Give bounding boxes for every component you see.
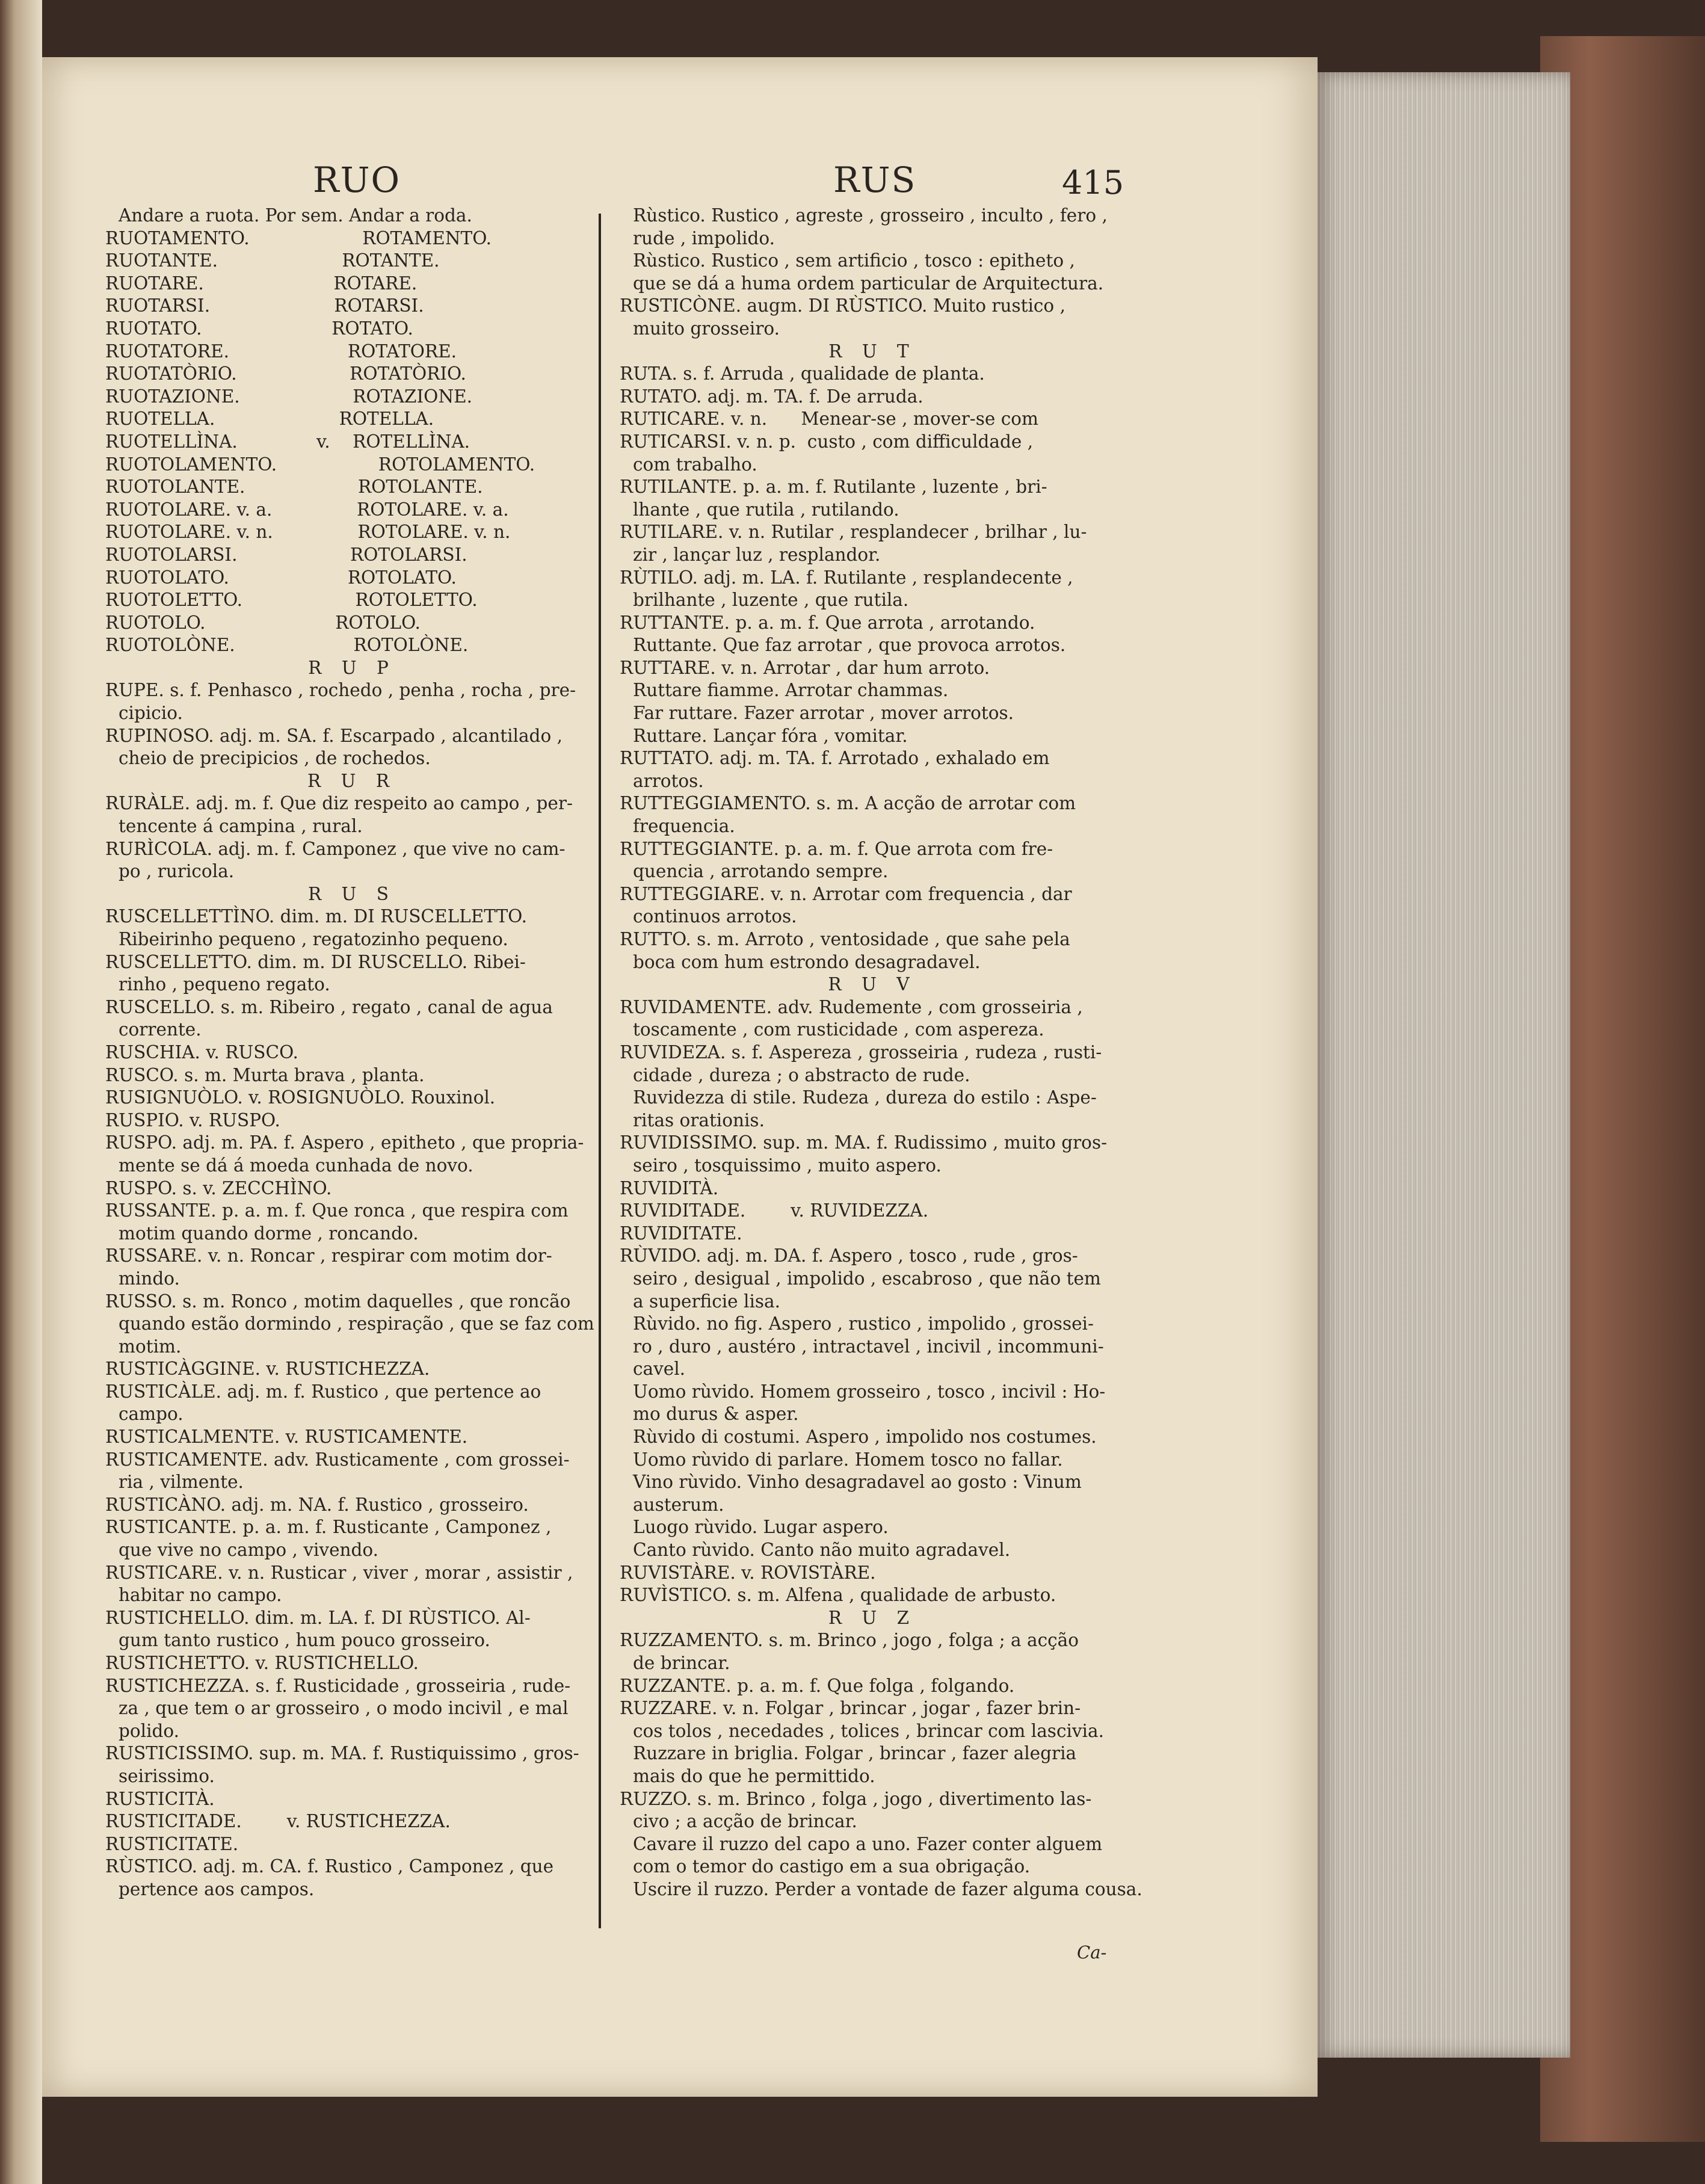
text-line: Ruzzare in briglia. Folgar , brincar , fazer alegria	[633, 1743, 1077, 1764]
text-line: frequencia.	[633, 816, 735, 837]
text-line: ro , duro , austéro , intractavel , incivil , incommuni-	[633, 1336, 1104, 1357]
text-line: RUOTOLÒNE. ROTOLÒNE.	[105, 635, 469, 656]
text-line: RUOTATO. ROTATO.	[105, 318, 413, 339]
text-line: RUSTICÀNO. adj. m. NA. f. Rustico , grosseiro.	[105, 1494, 529, 1515]
text-line: mente se dá á moeda cunhada de novo.	[119, 1155, 473, 1176]
facing-page-edge	[0, 0, 42, 2184]
text-line: RUOTAMENTO. ROTAMENTO.	[105, 227, 492, 248]
text-line: ritas orationis.	[633, 1109, 765, 1131]
text-line: RUOTOLARE. v. a. ROTOLARE. v. a.	[105, 499, 509, 520]
text-line: R U T	[828, 341, 916, 362]
text-line: RUSTICÀLE. adj. m. f. Rustico , que pertence ao	[105, 1381, 541, 1402]
text-line: Ruttare. Lançar fóra , vomitar.	[633, 725, 908, 746]
text-line: RUVIDITADE. v. RUVIDEZZA.	[620, 1200, 929, 1221]
text-line: RUTICARE. v. n. Menear-se , mover-se com	[620, 409, 1039, 430]
text-line: lhante , que rutila , rutilando.	[633, 499, 899, 520]
text-line: RUOTAZIONE. ROTAZIONE.	[105, 386, 473, 407]
text-line: Cavare il ruzzo del capo a uno. Fazer conter alguem	[633, 1833, 1103, 1854]
column-rule	[599, 214, 601, 1928]
text-line: RUSTICANTE. p. a. m. f. Rusticante , Camponez ,	[105, 1517, 552, 1538]
running-head-left: RUO	[313, 159, 401, 200]
text-line: mais do que he permittido.	[633, 1765, 875, 1786]
text-line: cidade , dureza ; o abstracto de rude.	[633, 1064, 970, 1085]
text-line: Far ruttare. Fazer arrotar , mover arrotos.	[633, 703, 1014, 724]
text-line: RUVIDITATE.	[620, 1223, 742, 1244]
text-line: austerum.	[633, 1494, 724, 1515]
page-number: 415	[1062, 164, 1124, 202]
text-line: Ruvidezza di stile. Rudeza , dureza do estilo : Aspe-	[633, 1087, 1097, 1108]
text-line: RURÌCOLA. adj. m. f. Camponez , que vive no cam-	[105, 838, 566, 859]
text-line: RÙTILO. adj. m. LA. f. Rutilante , resplandecente ,	[620, 567, 1073, 588]
text-line: RUTATO. adj. m. TA. f. De arruda.	[620, 386, 923, 407]
text-line: RUSPIO. v. RUSPO.	[105, 1109, 280, 1131]
text-line: RUTTARE. v. n. Arrotar , dar hum arroto.	[620, 657, 990, 678]
text-line: toscamente , com rusticidade , com aspereza.	[633, 1019, 1044, 1040]
text-line: RUSCELLETTÌNO. dim. m. DI RUSCELLETTO.	[105, 906, 527, 927]
text-line: rinho , pequeno regato.	[119, 974, 330, 995]
text-line: RUTTEGGIAMENTO. s. m. A acção de arrotar com	[620, 793, 1076, 814]
text-line: cos tolos , necedades , tolices , brincar com lascivia.	[633, 1720, 1104, 1741]
text-line: arrotos.	[633, 770, 704, 791]
text-line: Uomo rùvido di parlare. Homem tosco no fallar.	[633, 1449, 1063, 1470]
text-line: continuos arrotos.	[633, 906, 797, 927]
text-line: Rùvido di costumi. Aspero , impolido nos costumes.	[633, 1427, 1097, 1448]
text-line: zir , lançar luz , resplandor.	[633, 544, 881, 565]
text-line: R U V	[828, 974, 917, 995]
text-line: R U R	[307, 770, 397, 791]
text-line: Ruttare fiamme. Arrotar chammas.	[633, 680, 949, 701]
text-line: RUSCELLETTO. dim. m. DI RUSCELLO. Ribei-	[105, 951, 526, 972]
text-line: Ribeirinho pequeno , regatozinho pequeno.	[119, 929, 508, 949]
text-line: seiro , desigual , impolido , escabroso , que não tem	[633, 1268, 1101, 1289]
text-line: RUOTOLAMENTO. ROTOLAMENTO.	[105, 454, 535, 475]
text-line: pertence aos campos.	[119, 1878, 315, 1899]
text-line: Luogo rùvido. Lugar aspero.	[633, 1517, 889, 1538]
text-line: Uomo rùvido. Homem grosseiro , tosco , incivil : Ho-	[633, 1381, 1106, 1402]
text-line: RUSSANTE. p. a. m. f. Que ronca , que respira com	[105, 1200, 569, 1221]
text-line: RUSTICITATE.	[105, 1833, 239, 1854]
text-line: brilhante , luzente , que rutila.	[633, 590, 909, 611]
text-line: RUSTICÒNE. augm. DI RÙSTICO. Muito rustico ,	[620, 295, 1065, 316]
text-line: rude , impolido.	[633, 227, 775, 248]
text-line: Canto rùvido. Canto não muito agradavel.	[633, 1540, 1011, 1561]
text-line: Vino rùvido. Vinho desagradavel ao gosto : Vinum	[633, 1472, 1082, 1493]
text-line: que se dá a huma ordem particular de Arquitectura.	[633, 273, 1104, 294]
text-line: RUVIDAMENTE. adv. Rudemente , com grosseiria ,	[620, 996, 1083, 1017]
text-line: R U Z	[828, 1607, 917, 1628]
text-line: RUSTICISSIMO. sup. m. MA. f. Rustiquissimo , gros-	[105, 1743, 579, 1764]
text-line: RUVIDITÀ.	[620, 1177, 719, 1198]
right-column	[620, 205, 1142, 1901]
text-line: R U S	[307, 883, 396, 904]
text-line: civo ; a acção de brincar.	[633, 1811, 857, 1832]
text-line: campo.	[119, 1404, 183, 1425]
text-line: Andare a ruota. Por sem. Andar a roda.	[119, 205, 472, 226]
text-line: RUSPO. s. v. ZECCHÌNO.	[105, 1177, 332, 1198]
text-line: po , ruricola.	[119, 861, 235, 882]
catchword: Ca-	[1077, 1942, 1107, 1963]
text-line: RUTTEGGIANTE. p. a. m. f. Que arrota com fre-	[620, 838, 1053, 859]
text-line: RUSSARE. v. n. Roncar , respirar com motim dor-	[105, 1245, 552, 1266]
text-line: RUOTATORE. ROTATORE.	[105, 341, 457, 362]
text-line: quencia , arrotando sempre.	[633, 861, 889, 882]
text-line: RÙVIDO. adj. m. DA. f. Aspero , tosco , rude , gros-	[620, 1245, 1078, 1266]
text-line: RUPE. s. f. Penhasco , rochedo , penha , rocha , pre-	[105, 680, 576, 701]
text-line: RUZZANTE. p. a. m. f. Que folga , folgando.	[620, 1675, 1015, 1696]
text-line: RUSPO. adj. m. PA. f. Aspero , epitheto , que propria-	[105, 1132, 584, 1153]
text-line: RUZZO. s. m. Brinco , folga , jogo , divertimento las-	[620, 1788, 1092, 1809]
text-line: de brincar.	[633, 1653, 730, 1673]
text-line: Rùstico. Rustico , sem artificio , tosco : epitheto ,	[633, 250, 1075, 271]
left-column	[105, 205, 599, 1901]
text-line: cipicio.	[119, 703, 183, 724]
text-line: RUOTARSI. ROTARSI.	[105, 295, 424, 316]
text-line: muito grosseiro.	[633, 318, 780, 339]
text-line: RUSTICÀGGINE. v. RUSTICHEZZA.	[105, 1359, 430, 1380]
text-line: cheio de precipicios , de rochedos.	[119, 748, 431, 769]
text-line: R U P	[308, 657, 396, 678]
text-line: RUTICARSI. v. n. p. custo , com difficuldade ,	[620, 431, 1034, 452]
text-line: RUVIDISSIMO. sup. m. MA. f. Rudissimo , muito gros-	[620, 1132, 1108, 1153]
text-line: Uscire il ruzzo. Perder a vontade de fazer alguma cousa.	[633, 1878, 1142, 1899]
text-line: RUOTELLA. ROTELLA.	[105, 409, 434, 430]
text-line: RUZZARE. v. n. Folgar , brincar , jogar , fazer brin-	[620, 1698, 1081, 1719]
text-line: RUPINOSO. adj. m. SA. f. Escarpado , alcantilado ,	[105, 725, 563, 746]
text-line: RUSTICITADE. v. RUSTICHEZZA.	[105, 1811, 451, 1832]
text-line: RUOTATÒRIO. ROTATÒRIO.	[105, 363, 466, 384]
text-line: tencente á campina , rural.	[119, 816, 363, 837]
text-line: que vive no campo , vivendo.	[119, 1540, 379, 1561]
text-line: RUTTATO. adj. m. TA. f. Arrotado , exhalado em	[620, 748, 1050, 769]
running-head-right: RUS	[833, 159, 917, 200]
text-line: motim.	[119, 1336, 182, 1357]
text-line: RURÀLE. adj. m. f. Que diz respeito ao campo , per-	[105, 793, 573, 814]
text-line: RUSSO. s. m. Ronco , motim daquelles , que roncão	[105, 1291, 571, 1312]
text-line: RUSTICITÀ.	[105, 1788, 215, 1809]
text-line: com o temor do castigo em a sua obrigação.	[633, 1856, 1031, 1877]
text-line: boca com hum estrondo desagradavel.	[633, 951, 981, 972]
text-line: RUOTOLO. ROTOLO.	[105, 612, 421, 633]
text-line: RUVÌSTICO. s. m. Alfena , qualidade de arbusto.	[620, 1585, 1056, 1606]
text-line: com trabalho.	[633, 454, 757, 475]
text-line: RÙSTICO. adj. m. CA. f. Rustico , Camponez , que	[105, 1856, 554, 1877]
text-line: RUSIGNUÒLO. v. ROSIGNUÒLO. Rouxinol.	[105, 1087, 496, 1108]
text-line: corrente.	[119, 1019, 202, 1040]
text-line: RUTTANTE. p. a. m. f. Que arrota , arrotando.	[620, 612, 1035, 633]
text-line: gum tanto rustico , hum pouco grosseiro.	[119, 1630, 490, 1651]
text-line: RUOTOLATO. ROTOLATO.	[105, 567, 457, 588]
text-line: RUSCHIA. v. RUSCO.	[105, 1041, 298, 1063]
text-line: mindo.	[119, 1268, 180, 1289]
text-line: RUTTEGGIARE. v. n. Arrotar com frequencia , dar	[620, 883, 1072, 904]
text-line: quando estão dormindo , respiração , que se faz com	[119, 1313, 594, 1334]
text-line: seirissimo.	[119, 1765, 215, 1786]
text-line: Rùstico. Rustico , agreste , grosseiro , inculto , fero ,	[633, 205, 1108, 226]
text-line: RUTTO. s. m. Arroto , ventosidade , que sahe pela	[620, 929, 1070, 949]
text-line: RUOTOLANTE. ROTOLANTE.	[105, 477, 483, 498]
text-line: RUZZAMENTO. s. m. Brinco , jogo , folga ; a acção	[620, 1630, 1079, 1651]
text-line: RUTA. s. f. Arruda , qualidade de planta.	[620, 363, 985, 384]
text-line: motim quando dorme , roncando.	[119, 1223, 419, 1244]
text-line: RUOTARE. ROTARE.	[105, 273, 418, 294]
text-line: polido.	[119, 1720, 180, 1741]
text-line: RUSTICAMENTE. adv. Rusticamente , com grossei-	[105, 1449, 570, 1470]
text-line: Rùvido. no fig. Aspero , rustico , impolido , grossei-	[633, 1313, 1094, 1334]
text-line: RUVISTÀRE. v. ROVISTÀRE.	[620, 1562, 876, 1583]
text-line: seiro , tosquissimo , muito aspero.	[633, 1155, 942, 1176]
text-line: RUSTICHEZZA. s. f. Rusticidade , grosseiria , rude-	[105, 1675, 571, 1696]
text-line: RUOTOLARE. v. n. ROTOLARE. v. n.	[105, 522, 511, 543]
text-line: RUTILANTE. p. a. m. f. Rutilante , luzente , bri-	[620, 477, 1047, 498]
text-line: RUOTOLARSI. ROTOLARSI.	[105, 544, 467, 565]
text-line: RUSCO. s. m. Murta brava , planta.	[105, 1064, 425, 1085]
text-line: ria , vilmente.	[119, 1472, 244, 1493]
page-block-fore-edge	[1318, 72, 1570, 2058]
text-line: RUOTOLETTO. ROTOLETTO.	[105, 590, 478, 611]
text-line: RUTILARE. v. n. Rutilar , resplandecer , brilhar , lu-	[620, 522, 1087, 543]
text-line: RUSTICHELLO. dim. m. LA. f. DI RÙSTICO. Al-	[105, 1607, 531, 1628]
text-line: RUSCELLO. s. m. Ribeiro , regato , canal de agua	[105, 996, 553, 1017]
text-line: RUSTICHETTO. v. RUSTICHELLO.	[105, 1653, 419, 1673]
text-line: RUOTELLÌNA. v. ROTELLÌNA.	[105, 431, 470, 452]
text-line: a superficie lisa.	[633, 1291, 780, 1312]
text-line: mo durus & asper.	[633, 1404, 799, 1425]
text-line: RUVIDEZA. s. f. Aspereza , grosseiria , rudeza , rusti-	[620, 1041, 1102, 1063]
text-line: RUSTICALMENTE. v. RUSTICAMENTE.	[105, 1427, 468, 1448]
text-line: RUSTICARE. v. n. Rusticar , viver , morar , assistir ,	[105, 1562, 573, 1583]
text-line: Ruttante. Que faz arrotar , que provoca arrotos.	[633, 635, 1066, 656]
text-line: habitar no campo.	[119, 1585, 282, 1606]
text-line: RUOTANTE. ROTANTE.	[105, 250, 440, 271]
text-line: za , que tem o ar grosseiro , o modo incivil , e mal	[119, 1698, 569, 1719]
text-line: cavel.	[633, 1359, 686, 1380]
